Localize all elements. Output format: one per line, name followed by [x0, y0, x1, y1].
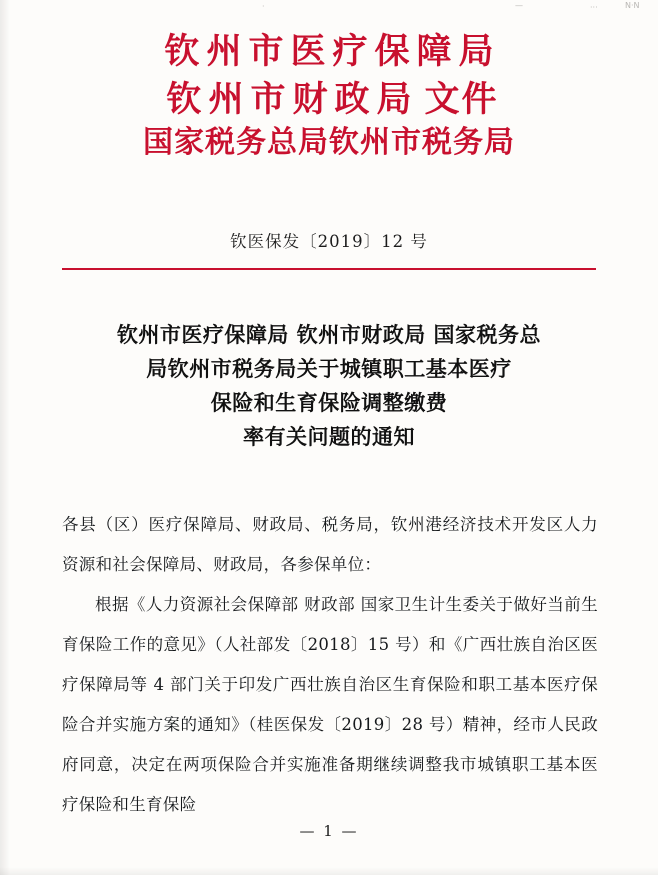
document-masthead — [0, 31, 658, 160]
scan-mark-2: — — [515, 1, 523, 10]
title-line-3: 保险和生育保险调整缴费 — [210, 390, 448, 415]
masthead-line-3: 国家税务总局钦州市税务局 — [143, 125, 515, 160]
document-body — [62, 505, 598, 825]
scan-mark-4: N·N — [625, 1, 640, 10]
paragraph-addressees: 各县（区）医疗保障局、财政局、税务局，钦州港经济技术开发区人力资源和社会保障局、财政局，各参保单位： — [62, 515, 598, 574]
masthead-wenjian-label: 文件 — [424, 79, 499, 120]
title-line-4: 率有关问题的通知 — [243, 424, 415, 449]
scan-mark-1: · — [262, 2, 265, 11]
paragraph-basis: 根据《人力资源社会保障部 财政部 国家卫生计生委关于做好当前生育保险工作的意见》（人社部发〔2018〕15 号）和《广西壮族自治区医疗保障局等 4 部门关于印发广西壮族自治区生育保险和职工基本医疗保险合并实施方案的通知》（桂医保发〔2019〕28 号）精神，经市人民政府同意，决定在两项保险合并实施准备期继续调整我市城镇职工基本医疗保险和生育保险 — [62, 595, 598, 814]
document-number: 钦医保发〔2019〕12 号 — [230, 232, 428, 251]
scan-artifacts — [0, 0, 658, 16]
scan-mark-3: ··· — [590, 3, 598, 12]
masthead-line-2-text: 钦州市财政局 — [166, 79, 419, 120]
scan-edge-shadow-bottom — [0, 867, 658, 875]
red-separator-rule — [62, 268, 596, 270]
page-number: — 1 — — [299, 822, 359, 840]
document-title — [62, 318, 596, 454]
masthead-line-2 — [0, 79, 658, 120]
masthead-line-1: 钦州市医疗保障局 — [164, 31, 501, 72]
title-line-2: 局钦州市税务局关于城镇职工基本医疗 — [146, 356, 512, 381]
title-line-1: 钦州市医疗保障局 钦州市财政局 国家税务总 — [116, 322, 542, 347]
